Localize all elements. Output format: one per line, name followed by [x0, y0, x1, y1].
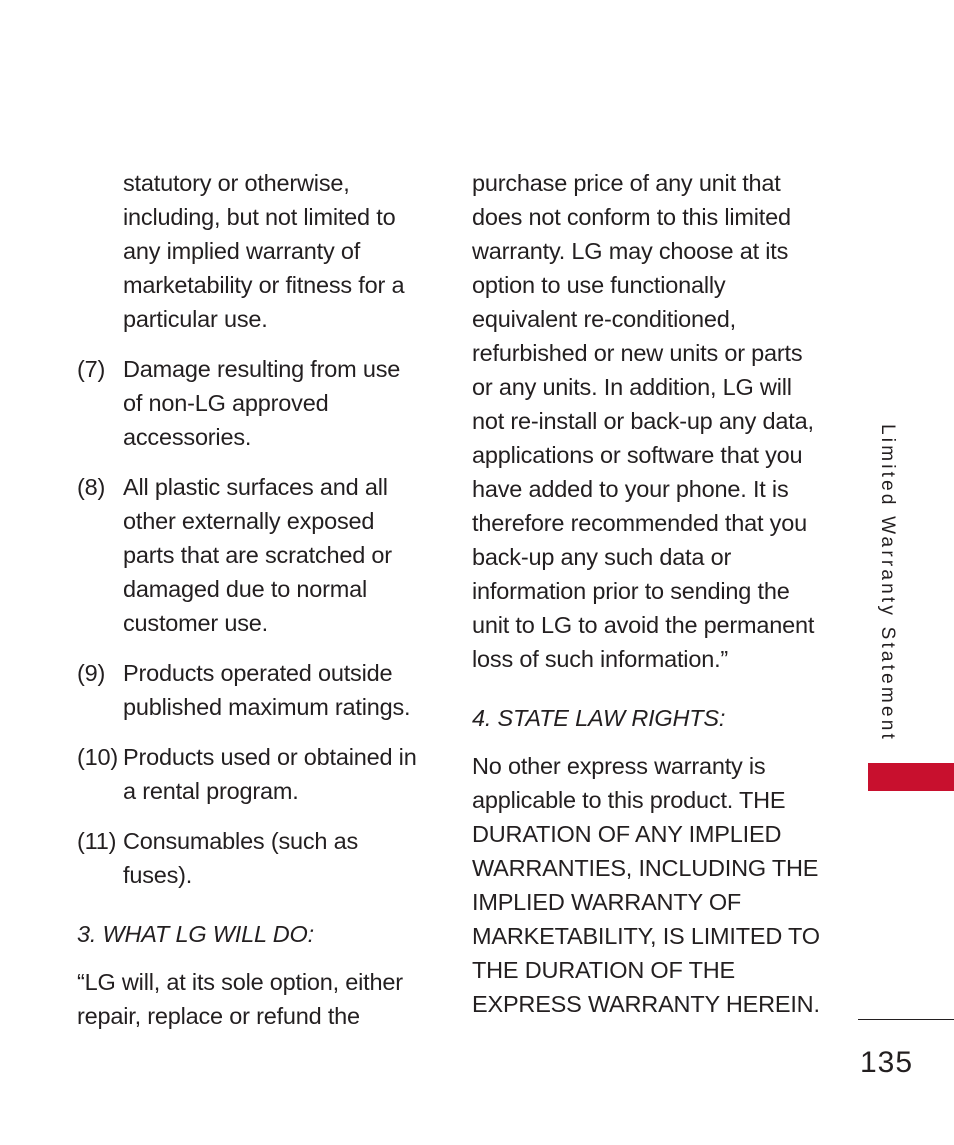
- list-item-number: (9): [77, 660, 106, 686]
- left-column: [77, 166, 422, 1033]
- list-item-number: (7): [77, 356, 106, 382]
- left-lead-text: statutory or otherwise, including, but not limited to any implied warranty of marketability or fitness for a particular use.: [123, 170, 405, 332]
- list-item: [77, 470, 422, 640]
- list-item-text: Consumables (such as fuses).: [123, 828, 359, 888]
- list-item: [77, 824, 422, 892]
- right-lead-text: purchase price of any unit that does not conform to this limited warranty. LG may choose at its option to use functionally equivalent re-conditioned, refurbished or new units or parts or any units. In addition, LG will not re-install or back-up any data, applications or software that you have added to your phone. It is therefore recommended that you back-up any such data or information prior to sending the unit to LG to avoid the permanent loss of such information.”: [472, 170, 815, 672]
- list-item-text: Products used or obtained in a rental program.: [123, 744, 417, 804]
- list-item-number: (11): [77, 828, 117, 854]
- left-body-text: “LG will, at its sole option, either repair, replace or refund the: [77, 969, 403, 1029]
- page-number-divider: [858, 1019, 954, 1020]
- sidebar-section-title-text: Limited Warranty Statement: [877, 424, 898, 742]
- list-item-number: (8): [77, 474, 106, 500]
- section-heading-what-lg-will-do: 3. WHAT LG WILL DO:: [77, 921, 314, 947]
- right-body-text: No other express warranty is applicable to this product. THE DURATION OF ANY IMPLIED WARRANTIES, INCLUDING THE IMPLIED WARRANTY OF MARKETABILITY, IS LIMITED TO THE DURATION OF THE EXPRESS WARRANTY HEREIN.: [472, 753, 820, 1017]
- list-item: [77, 352, 422, 454]
- right-column: [472, 166, 822, 1021]
- list-item-number: (10): [77, 744, 118, 770]
- list-item: [77, 656, 422, 724]
- list-item-text: Products operated outside published maximum ratings.: [123, 660, 411, 720]
- page-number: 135: [860, 1046, 914, 1079]
- list-item-text: All plastic surfaces and all other externally exposed parts that are scratched or damaged due to normal customer use.: [123, 474, 392, 636]
- list-item: [77, 740, 422, 808]
- sidebar-section-title: [874, 424, 902, 754]
- list-item-text: Damage resulting from use of non-LG approved accessories.: [123, 356, 401, 450]
- section-heading-state-law-rights: 4. STATE LAW RIGHTS:: [472, 705, 726, 731]
- section-tab-marker: [868, 763, 954, 791]
